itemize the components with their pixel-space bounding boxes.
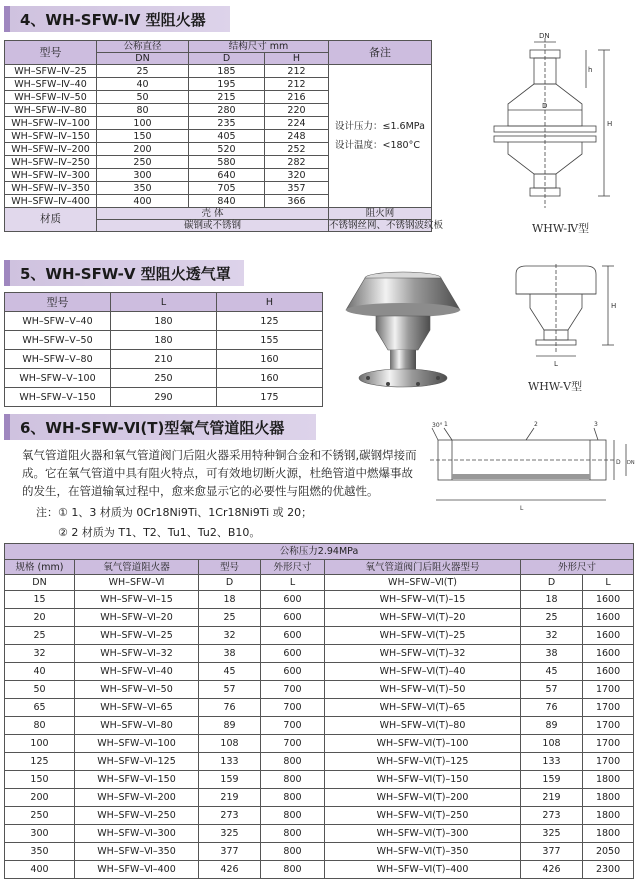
- sec6-cell-d: 45: [199, 663, 261, 681]
- sec6-cell-d2: 25: [521, 609, 583, 627]
- sec6-cell-ox: WH–SFW–Ⅵ–50: [75, 681, 199, 699]
- sec6-table-row: [5, 717, 634, 735]
- sec5-cell-h: 155: [217, 331, 323, 350]
- whw-iv-dim-hh: h: [588, 66, 593, 74]
- sec6-cell-d: 25: [199, 609, 261, 627]
- sec5-h-l: L: [111, 293, 217, 312]
- sec6-dim-1: 1: [444, 421, 448, 428]
- whw-iv-caption: WHW-Ⅳ型: [532, 222, 590, 235]
- sec4-cell-dn: 300: [97, 169, 189, 182]
- sec6-cell-ox: WH–SFW–Ⅵ–350: [75, 843, 199, 861]
- sec6-cell-d2: 219: [521, 789, 583, 807]
- sec6-cell-valve: WH–SFW–Ⅵ(T)–32: [325, 645, 521, 663]
- sec6-cell-dn: 25: [5, 627, 75, 645]
- sec4-shell-value: 碳钢或不锈钢: [97, 220, 329, 232]
- sec6-cell-l2: 1700: [583, 699, 634, 717]
- sec6-cell-l2: 1600: [583, 663, 634, 681]
- sec4-cell-d: 705: [189, 182, 265, 195]
- sec6-cell-l: 800: [261, 825, 325, 843]
- sec6-dim-3: 3: [594, 421, 598, 428]
- sec6-cell-l: 800: [261, 807, 325, 825]
- sec6-table-row: [5, 753, 634, 771]
- sec6-cell-l: 800: [261, 861, 325, 879]
- sec6-cell-l: 800: [261, 771, 325, 789]
- sec6-dim-dn: DN: [627, 460, 635, 466]
- sec6-cell-l2: 1600: [583, 627, 634, 645]
- sec4-cell-h: 220: [265, 104, 329, 117]
- sec4-cell-d: 235: [189, 117, 265, 130]
- sec5-h-model: 型号: [5, 293, 111, 312]
- sec6-dim-l: L: [520, 505, 524, 512]
- sec6-cell-dn: 80: [5, 717, 75, 735]
- sec6-cell-valve: WH–SFW–Ⅵ(T)–40: [325, 663, 521, 681]
- sec4-h-note: 备注: [329, 41, 432, 65]
- sec6-cell-d2: 108: [521, 735, 583, 753]
- sec5-cell-model: WH–SFW–Ⅴ–100: [5, 369, 111, 388]
- sec4-mat-label: 材质: [5, 208, 97, 232]
- sec5-table-row: [5, 331, 323, 350]
- sec4-cell-h: 252: [265, 143, 329, 156]
- sec4-cell-model: WH–SFW–Ⅳ–100: [5, 117, 97, 130]
- sec4-note-pressure: 设计压力：≤1.6MPa: [335, 121, 425, 132]
- sec6-cell-dn: 15: [5, 591, 75, 609]
- sec6-cell-dn: 50: [5, 681, 75, 699]
- sec6-s-ox: WH–SFW–Ⅵ: [75, 575, 199, 591]
- sec6-cell-ox: WH–SFW–Ⅵ–100: [75, 735, 199, 753]
- sec6-cell-d: 57: [199, 681, 261, 699]
- sec4-cell-d: 280: [189, 104, 265, 117]
- sec4-table: [4, 40, 444, 232]
- sec6-cell-valve: WH–SFW–Ⅵ(T)–250: [325, 807, 521, 825]
- section-5-title-text: 5、WH-SFW-Ⅴ 型阻火透气罩: [20, 264, 231, 283]
- whw-iv-dim-h: H: [607, 120, 613, 128]
- sec6-cell-dn: 100: [5, 735, 75, 753]
- sec4-cell-model: WH–SFW–Ⅳ–150: [5, 130, 97, 143]
- sec6-table-row: [5, 843, 634, 861]
- sec6-cell-ox: WH–SFW–Ⅵ–80: [75, 717, 199, 735]
- sec6-s-valve: WH–SFW–Ⅵ(T): [325, 575, 521, 591]
- sec6-h-size: 外形尺寸: [261, 560, 325, 575]
- section-4-title-text: 4、WH-SFW-Ⅳ 型阻火器: [20, 10, 206, 29]
- sec4-h-d: D: [189, 53, 265, 65]
- sec6-cell-l2: 2300: [583, 861, 634, 879]
- sec6-cell-l: 600: [261, 591, 325, 609]
- sec4-mesh-value: 不锈钢丝网、不锈钢波纹板: [329, 220, 444, 231]
- sec4-cell-dn: 150: [97, 130, 189, 143]
- sec6-cell-d2: 45: [521, 663, 583, 681]
- sec4-cell-model: WH–SFW–Ⅳ–40: [5, 78, 97, 91]
- sec6-cell-d: 133: [199, 753, 261, 771]
- sec6-pressure: 公称压力2.94MPa: [5, 544, 634, 560]
- sec4-h-dn: 公称直径: [97, 41, 189, 53]
- sec6-cell-d: 108: [199, 735, 261, 753]
- sec5-cell-l: 210: [111, 350, 217, 369]
- sec4-cell-dn: 40: [97, 78, 189, 91]
- sec6-cell-dn: 350: [5, 843, 75, 861]
- sec6-cell-valve: WH–SFW–Ⅵ(T)–150: [325, 771, 521, 789]
- sec6-h-valve: 氧气管道阀门后阻火器型号: [325, 560, 521, 575]
- sec6-table-row: [5, 699, 634, 717]
- sec4-table-row: [5, 65, 432, 78]
- sec6-cell-l2: 2050: [583, 843, 634, 861]
- sec6-cell-valve: WH–SFW–Ⅵ(T)–25: [325, 627, 521, 645]
- sec4-cell-d: 580: [189, 156, 265, 169]
- sec6-h-model: 型号: [199, 560, 261, 575]
- sec6-cell-l: 600: [261, 645, 325, 663]
- sec4-cell-h: 212: [265, 65, 329, 78]
- whw-v-photo: [328, 268, 478, 398]
- sec6-table-row: [5, 807, 634, 825]
- sec5-cell-h: 175: [217, 388, 323, 407]
- sec6-cell-l: 600: [261, 627, 325, 645]
- sec6-cell-d2: 273: [521, 807, 583, 825]
- sec6-s-d: D: [199, 575, 261, 591]
- sec6-h-size2: 外形尺寸: [521, 560, 634, 575]
- sec4-cell-h: 320: [265, 169, 329, 182]
- section-6-title: [4, 414, 316, 440]
- sec4-cell-h: 224: [265, 117, 329, 130]
- sec6-cell-ox: WH–SFW–Ⅵ–400: [75, 861, 199, 879]
- sec6-cell-valve: WH–SFW–Ⅵ(T)–80: [325, 717, 521, 735]
- sec6-cell-d: 159: [199, 771, 261, 789]
- sec5-cell-model: WH–SFW–Ⅴ–80: [5, 350, 111, 369]
- sec4-cell-model: WH–SFW–Ⅳ–25: [5, 65, 97, 78]
- sec6-cell-valve: WH–SFW–Ⅵ(T)–100: [325, 735, 521, 753]
- sec6-note-2: ② 2 材质为 T1、T2、Tu1、Tu2、B10。: [58, 526, 261, 539]
- sec5-cell-model: WH–SFW–Ⅴ–150: [5, 388, 111, 407]
- sec4-h-size: 结构尺寸 mm: [189, 41, 329, 53]
- sec6-cell-l2: 1600: [583, 591, 634, 609]
- sec6-table-row: [5, 681, 634, 699]
- sec6-cell-ox: WH–SFW–Ⅵ–65: [75, 699, 199, 717]
- sec6-cell-valve: WH–SFW–Ⅵ(T)–350: [325, 843, 521, 861]
- sec6-cell-l: 600: [261, 663, 325, 681]
- sec4-cell-model: WH–SFW–Ⅳ–50: [5, 91, 97, 104]
- sec5-cell-h: 160: [217, 369, 323, 388]
- whw-v-dim-h: H: [611, 302, 617, 310]
- sec6-table-row: [5, 591, 634, 609]
- sec4-cell-model: WH–SFW–Ⅳ–350: [5, 182, 97, 195]
- sec6-dim-2: 2: [534, 421, 538, 428]
- sec6-cell-dn: 20: [5, 609, 75, 627]
- sec6-table-row: [5, 627, 634, 645]
- sec4-cell-model: WH–SFW–Ⅳ–80: [5, 104, 97, 117]
- sec4-cell-h: 248: [265, 130, 329, 143]
- sec6-cell-dn: 150: [5, 771, 75, 789]
- sec4-cell-model: WH–SFW–Ⅳ–300: [5, 169, 97, 182]
- sec6-cell-d2: 377: [521, 843, 583, 861]
- sec4-h-dn-sub: DN: [97, 53, 189, 65]
- sec6-h-ox: 氧气管道阻火器: [75, 560, 199, 575]
- sec6-cell-d: 377: [199, 843, 261, 861]
- whw-iv-drawing: [480, 28, 630, 218]
- sec6-cell-d: 426: [199, 861, 261, 879]
- sec5-cell-h: 160: [217, 350, 323, 369]
- sec6-cell-l2: 1700: [583, 735, 634, 753]
- whw-v-caption: WHW-Ⅴ型: [528, 380, 583, 393]
- sec4-cell-dn: 350: [97, 182, 189, 195]
- sec4-cell-model: WH–SFW–Ⅳ–400: [5, 195, 97, 208]
- sec4-cell-d: 195: [189, 78, 265, 91]
- sec5-cell-l: 250: [111, 369, 217, 388]
- sec4-cell-h: 282: [265, 156, 329, 169]
- sec6-cell-ox: WH–SFW–Ⅵ–25: [75, 627, 199, 645]
- sec6-cell-l: 800: [261, 843, 325, 861]
- sec6-cell-d2: 325: [521, 825, 583, 843]
- sec6-cell-l: 700: [261, 735, 325, 753]
- sec6-cell-ox: WH–SFW–Ⅵ–125: [75, 753, 199, 771]
- sec6-cell-dn: 65: [5, 699, 75, 717]
- sec6-cell-ox: WH–SFW–Ⅵ–15: [75, 591, 199, 609]
- sec4-cell-d: 840: [189, 195, 265, 208]
- sec6-cell-valve: WH–SFW–Ⅵ(T)–50: [325, 681, 521, 699]
- sec4-cell-dn: 400: [97, 195, 189, 208]
- whw-v-dim-l: L: [554, 360, 558, 368]
- section-6-title-text: 6、WH-SFW-Ⅵ(T)型氧气管道阻火器: [20, 418, 285, 437]
- sec6-cell-l2: 1800: [583, 825, 634, 843]
- sec6-cell-l2: 1600: [583, 645, 634, 663]
- whw-iv-dim-dn: DN: [539, 32, 550, 40]
- sec6-cell-l2: 1700: [583, 681, 634, 699]
- sec6-table: [4, 543, 634, 879]
- sec6-cell-d: 273: [199, 807, 261, 825]
- sec4-cell-dn: 25: [97, 65, 189, 78]
- sec6-cell-d2: 38: [521, 645, 583, 663]
- sec6-table-row: [5, 861, 634, 879]
- sec6-cell-l2: 1700: [583, 717, 634, 735]
- sec6-table-row: [5, 609, 634, 627]
- sec6-table-row: [5, 825, 634, 843]
- sec6-cell-l: 800: [261, 789, 325, 807]
- sec5-h-h: H: [217, 293, 323, 312]
- sec6-cell-l: 700: [261, 681, 325, 699]
- sec6-s-l: L: [261, 575, 325, 591]
- sec4-notes: [329, 65, 432, 208]
- sec6-cell-d: 32: [199, 627, 261, 645]
- sec6-table-row: [5, 645, 634, 663]
- sec5-table-row: [5, 312, 323, 331]
- sec6-cell-ox: WH–SFW–Ⅵ–150: [75, 771, 199, 789]
- sec4-cell-h: 357: [265, 182, 329, 195]
- sec5-cell-h: 125: [217, 312, 323, 331]
- sec6-cell-d: 38: [199, 645, 261, 663]
- sec4-cell-h: 212: [265, 78, 329, 91]
- sec6-cell-ox: WH–SFW–Ⅵ–300: [75, 825, 199, 843]
- sec4-cell-d: 215: [189, 91, 265, 104]
- sec4-cell-d: 405: [189, 130, 265, 143]
- section-5-title: [4, 260, 244, 286]
- sec6-table-row: [5, 663, 634, 681]
- sec6-cell-ox: WH–SFW–Ⅵ–40: [75, 663, 199, 681]
- sec6-cell-d2: 426: [521, 861, 583, 879]
- sec6-cell-l: 700: [261, 717, 325, 735]
- sec6-dim-d: D: [616, 459, 621, 466]
- sec6-cell-dn: 300: [5, 825, 75, 843]
- sec6-description: 氧气管道阻火器和氧气管道阀门后阻火器采用特种铜合金和不锈钢,碳钢焊接而成。它在氧气管道中具有阻火特点，可有效地切断火源，杜绝管道中燃爆事故的发生，在管道输氧过程中，愈来愈显示它的必要性与阻燃的优越性。: [22, 448, 417, 498]
- sec6-drawing: [430, 418, 635, 518]
- sec6-cell-l2: 1800: [583, 789, 634, 807]
- sec5-cell-l: 180: [111, 331, 217, 350]
- sec4-cell-model: WH–SFW–Ⅳ–200: [5, 143, 97, 156]
- sec6-table-row: [5, 735, 634, 753]
- sec6-cell-ox: WH–SFW–Ⅵ–250: [75, 807, 199, 825]
- sec5-table-row: [5, 369, 323, 388]
- sec6-cell-l2: 1700: [583, 753, 634, 771]
- sec6-h-spec: 规格 (mm): [5, 560, 75, 575]
- sec6-cell-l: 800: [261, 753, 325, 771]
- sec4-cell-d: 640: [189, 169, 265, 182]
- sec6-cell-l: 700: [261, 699, 325, 717]
- sec5-cell-l: 290: [111, 388, 217, 407]
- sec4-cell-model: WH–SFW–Ⅳ–250: [5, 156, 97, 169]
- sec6-cell-d2: 133: [521, 753, 583, 771]
- sec4-h-model: 型号: [5, 41, 97, 65]
- sec4-cell-dn: 80: [97, 104, 189, 117]
- sec6-cell-valve: WH–SFW–Ⅵ(T)–400: [325, 861, 521, 879]
- sec6-s-d2: D: [521, 575, 583, 591]
- sec6-cell-valve: WH–SFW–Ⅵ(T)–20: [325, 609, 521, 627]
- sec4-cell-dn: 200: [97, 143, 189, 156]
- sec4-cell-d: 520: [189, 143, 265, 156]
- sec6-cell-dn: 40: [5, 663, 75, 681]
- sec6-cell-d2: 57: [521, 681, 583, 699]
- sec6-cell-d2: 159: [521, 771, 583, 789]
- sec6-s-l2: L: [583, 575, 634, 591]
- sec4-mesh-label: 阻火网: [329, 208, 432, 220]
- sec6-note-1: 注：① 1、3 材质为 0Cr18Ni9Ti、1Cr18Ni9Ti 或 20；: [36, 506, 313, 519]
- sec6-cell-l2: 1800: [583, 807, 634, 825]
- whw-iv-dim-d: D: [542, 102, 548, 110]
- whw-v-drawing: [496, 264, 636, 374]
- sec6-cell-d: 76: [199, 699, 261, 717]
- sec6-cell-valve: WH–SFW–Ⅵ(T)–65: [325, 699, 521, 717]
- sec6-cell-d: 18: [199, 591, 261, 609]
- sec6-cell-dn: 250: [5, 807, 75, 825]
- sec6-cell-valve: WH–SFW–Ⅵ(T)–200: [325, 789, 521, 807]
- sec4-note-temp: 设计温度：<180°C: [335, 140, 420, 151]
- sec6-cell-dn: 32: [5, 645, 75, 663]
- sec6-cell-ox: WH–SFW–Ⅵ–32: [75, 645, 199, 663]
- sec6-cell-ox: WH–SFW–Ⅵ–200: [75, 789, 199, 807]
- sec6-dim-angle: 30°: [432, 422, 443, 429]
- sec6-cell-l2: 1800: [583, 771, 634, 789]
- sec6-cell-d2: 76: [521, 699, 583, 717]
- sec4-shell-label: 壳 体: [97, 208, 329, 220]
- sec6-s-dn: DN: [5, 575, 75, 591]
- sec4-cell-dn: 250: [97, 156, 189, 169]
- sec6-cell-d2: 32: [521, 627, 583, 645]
- sec6-cell-d2: 89: [521, 717, 583, 735]
- sec6-cell-dn: 125: [5, 753, 75, 771]
- sec6-cell-d: 89: [199, 717, 261, 735]
- sec6-cell-l2: 1600: [583, 609, 634, 627]
- sec4-h-h: H: [265, 53, 329, 65]
- sec5-cell-model: WH–SFW–Ⅴ–50: [5, 331, 111, 350]
- sec6-cell-d: 219: [199, 789, 261, 807]
- sec6-cell-d2: 18: [521, 591, 583, 609]
- sec6-cell-dn: 400: [5, 861, 75, 879]
- sec4-cell-h: 216: [265, 91, 329, 104]
- sec6-cell-d: 325: [199, 825, 261, 843]
- sec6-cell-valve: WH–SFW–Ⅵ(T)–125: [325, 753, 521, 771]
- sec6-cell-dn: 200: [5, 789, 75, 807]
- sec6-cell-valve: WH–SFW–Ⅵ(T)–15: [325, 591, 521, 609]
- sec6-table-row: [5, 789, 634, 807]
- sec4-cell-h: 366: [265, 195, 329, 208]
- sec6-cell-l: 600: [261, 609, 325, 627]
- sec5-table: [4, 292, 323, 407]
- sec5-table-row: [5, 350, 323, 369]
- sec6-cell-ox: WH–SFW–Ⅵ–20: [75, 609, 199, 627]
- section-4-title: [4, 6, 230, 32]
- sec4-cell-dn: 100: [97, 117, 189, 130]
- sec4-cell-d: 185: [189, 65, 265, 78]
- sec4-cell-dn: 50: [97, 91, 189, 104]
- sec5-cell-l: 180: [111, 312, 217, 331]
- sec5-table-row: [5, 388, 323, 407]
- sec6-table-row: [5, 771, 634, 789]
- sec5-cell-model: WH–SFW–Ⅴ–40: [5, 312, 111, 331]
- sec6-cell-valve: WH–SFW–Ⅵ(T)–300: [325, 825, 521, 843]
